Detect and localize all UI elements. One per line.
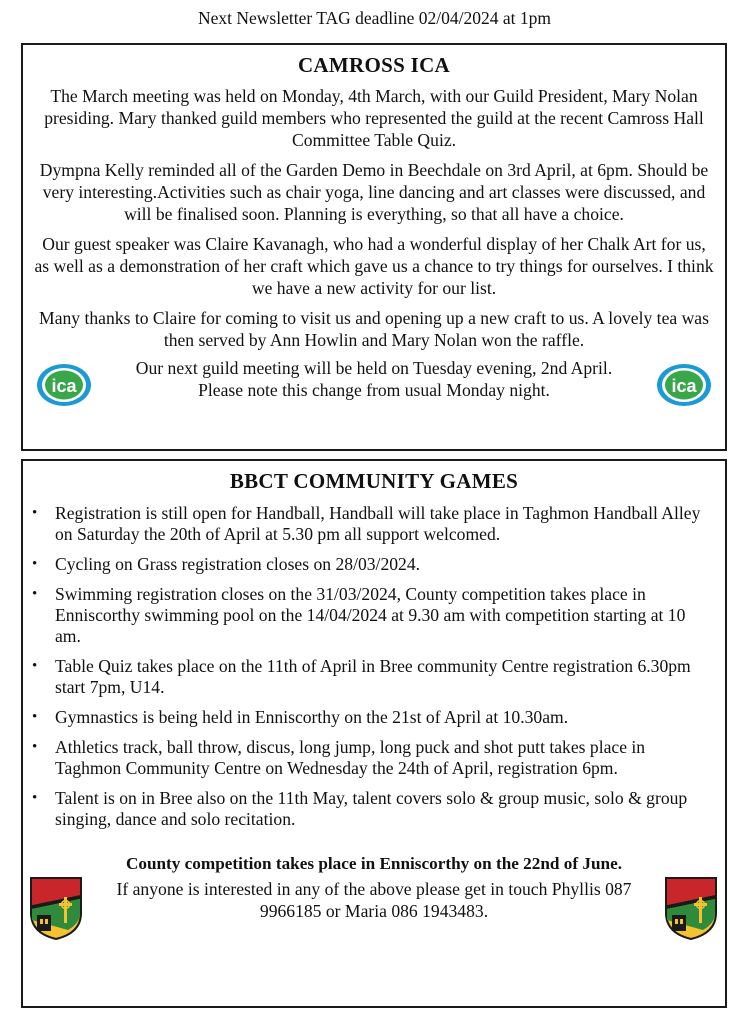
ica-paragraph: Many thanks to Claire for coming to visit us and opening up a new craft to us. A lovely tea was then served by Ann Howlin and Mary Nolan won the raffle. <box>39 308 709 350</box>
list-item <box>23 656 725 698</box>
bullet-icon: • <box>32 739 38 755</box>
list-item-text: Table Quiz takes place on the 11th of April in Bree community Centre registration 6.30pm start 7pm, U14. <box>55 656 691 697</box>
ica-paragraph: The March meeting was held on Monday, 4th March, with our Guild President, Mary Nolan presiding. Mary thanked guild members who represented the guild at the recent Camross Hall Committee Table Quiz. <box>44 86 704 150</box>
crest-icon <box>28 875 84 941</box>
list-item-text: Athletics track, ball throw, discus, long jump, long puck and shot putt takes place in Taghmon Community Centre on Wednesday the 24th of April, registration 6pm. <box>55 737 646 778</box>
list-item-text: Swimming registration closes on the 31/03/2024, County competition takes place in Enniscorthy swimming pool on the 14/04/2024 at 9.30 am with competition starting at 10 am. <box>55 584 686 646</box>
list-item <box>23 737 725 779</box>
games-list <box>23 503 725 830</box>
ica-paragraph: Dympna Kelly reminded all of the Garden Demo in Beechdale on 3rd April, at 6pm. Should be very interesting.Activities such as chair yoga, line dancing and art classes were discussed, and will be finalised soon. Planning is everything, so that all have a choice. <box>39 160 709 224</box>
bullet-icon: • <box>32 790 38 806</box>
next-meeting-note: Our next guild meeting will be held on Tuesday evening, 2nd April. Please note this change from usual Monday night. <box>135 358 613 400</box>
svg-text:ica: ica <box>51 376 77 396</box>
bullet-icon: • <box>32 709 38 725</box>
list-item-text: Gymnastics is being held in Enniscorthy on the 21st of April at 10.30am. <box>55 707 569 727</box>
list-item <box>23 788 725 830</box>
list-item <box>23 707 725 728</box>
ica-logo-icon <box>36 363 92 407</box>
section-title: BBCT COMMUNITY GAMES <box>229 469 519 493</box>
list-item <box>23 503 725 545</box>
bullet-icon: • <box>32 505 38 521</box>
bullet-icon: • <box>32 556 38 572</box>
ica-closing-row <box>23 357 725 417</box>
ica-logo-icon <box>656 363 712 407</box>
svg-text:ica: ica <box>671 376 697 396</box>
crest-icon <box>663 875 719 941</box>
list-item-text: Registration is still open for Handball, Handball will take place in Taghmon Handball Alley on Saturday the 20th of April at 5.30 pm all support welcomed. <box>55 503 701 544</box>
newsletter-deadline-note: Next Newsletter TAG deadline 02/04/2024 at 1pm <box>197 8 552 28</box>
camross-ica-section <box>21 43 727 451</box>
list-item <box>23 554 725 575</box>
list-item-text: Cycling on Grass registration closes on 28/03/2024. <box>55 554 421 574</box>
ica-paragraph: Our guest speaker was Claire Kavanagh, who had a wonderful display of her Chalk Art for us, as well as a demonstration of her craft which gave us a chance to try things for ourselves. I think we have a new activity for our list. <box>34 234 714 298</box>
list-item-text: Talent is on in Bree also on the 11th May, talent covers solo & group music, solo & group singing, dance and solo recitation. <box>55 788 688 829</box>
list-item <box>23 584 725 647</box>
community-games-section <box>21 459 727 1008</box>
county-competition-note: County competition takes place in Enniscorthy on the 22nd of June. <box>125 854 623 873</box>
contact-info: If anyone is interested in any of the above please get in touch Phyllis 087 9966185 or Maria 086 1943483. <box>116 879 632 921</box>
bullet-icon: • <box>32 658 38 674</box>
contact-row <box>23 878 725 948</box>
bullet-icon: • <box>32 586 38 602</box>
section-title: CAMROSS ICA <box>297 53 451 77</box>
